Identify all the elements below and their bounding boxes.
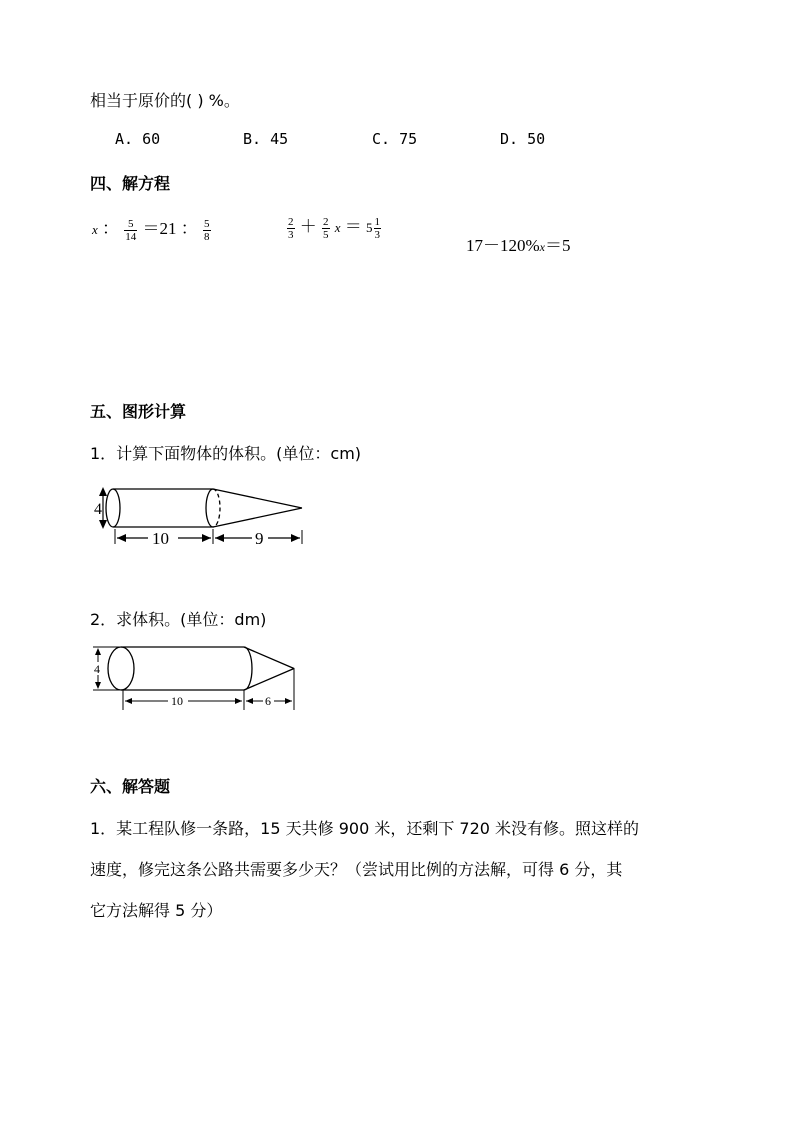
- arrow-head: [246, 698, 253, 704]
- eq2-whole: 5: [366, 220, 373, 235]
- cone-top-edge: [213, 489, 302, 508]
- eq1-middle: ＝21: [142, 219, 177, 238]
- equation-3: [466, 231, 571, 256]
- problem-2-text: 2．求体积。(单位：dm): [90, 610, 267, 629]
- eq2-equals: ＝: [344, 217, 362, 236]
- diameter-label: 4: [94, 662, 100, 676]
- eq2-plus: ＋: [299, 217, 317, 236]
- cylinder-right-hidden: [213, 489, 220, 527]
- eq3-right: ＝5: [545, 236, 571, 255]
- cone-length-label: 6: [265, 694, 271, 708]
- option-a: A. 60: [115, 130, 161, 148]
- question-tail: 相当于原价的( ) %。: [90, 91, 240, 110]
- eq1-var: x: [92, 222, 98, 237]
- arrow-head: [117, 534, 126, 542]
- figure-cylinder-cone-2: [88, 640, 303, 715]
- arrow-head: [99, 487, 107, 496]
- eq1-fraction-2: $\frac{5}{8}$: [204, 217, 210, 243]
- cylinder-left-face: [108, 647, 134, 690]
- eq2-var: x: [334, 220, 341, 235]
- eq1-colon-2: ：: [180, 219, 198, 238]
- arrow-head: [125, 698, 132, 704]
- arrow-head: [291, 534, 300, 542]
- eq1-fraction-1: $\frac{5}{14}$: [125, 217, 137, 243]
- section-title-word-problems: 六、解答题: [90, 777, 171, 796]
- cone-bottom-edge: [213, 508, 302, 527]
- problem-line-2: 速度，修完这条公路共需要多少天？（尝试用比例的方法解，可得 6 分，其: [90, 860, 623, 879]
- option-b: B. 45: [243, 130, 289, 148]
- arrow-head: [285, 698, 292, 704]
- arrow-head: [202, 534, 211, 542]
- eq1-colon: ：: [102, 219, 120, 238]
- figure-cylinder-cone-1: [90, 482, 320, 552]
- equation-1: [92, 214, 212, 243]
- cylinder-length-label: 10: [152, 529, 169, 548]
- cylinder-right-face: [244, 647, 252, 690]
- eq2-fraction-3: $\frac{1}{3}$: [374, 215, 381, 241]
- arrow-head: [215, 534, 224, 542]
- cylinder-left-face: [106, 489, 120, 527]
- eq3-var: x: [539, 240, 545, 254]
- arrow-head: [99, 520, 107, 529]
- option-d: D. 50: [500, 130, 546, 148]
- problem-line-3: 它方法解得 5 分）: [90, 901, 223, 920]
- diameter-label: 4: [94, 501, 102, 518]
- cone-length-label: 9: [255, 529, 264, 548]
- section-title-geometry: 五、图形计算: [90, 402, 187, 421]
- problem-line-1: 1．某工程队修一条路，15 天共修 900 米，还剩下 720 米没有修。照这样的: [90, 819, 640, 838]
- cylinder-length-label: 10: [171, 694, 183, 708]
- eq2-fraction-1: $\frac{2}{3}$: [288, 215, 294, 241]
- cylinder-right-face: [206, 489, 213, 527]
- equation-2: [286, 212, 382, 241]
- option-c: C. 75: [372, 130, 418, 148]
- eq3-left: 17－120%: [466, 236, 540, 255]
- arrow-head: [95, 682, 101, 689]
- eq2-fraction-2: $\frac{2}{5}$: [323, 215, 329, 241]
- arrow-head: [95, 648, 101, 655]
- section-title-equations: 四、解方程: [90, 174, 171, 193]
- arrow-head: [235, 698, 242, 704]
- problem-1-text: 1．计算下面物体的体积。(单位：cm): [90, 444, 362, 463]
